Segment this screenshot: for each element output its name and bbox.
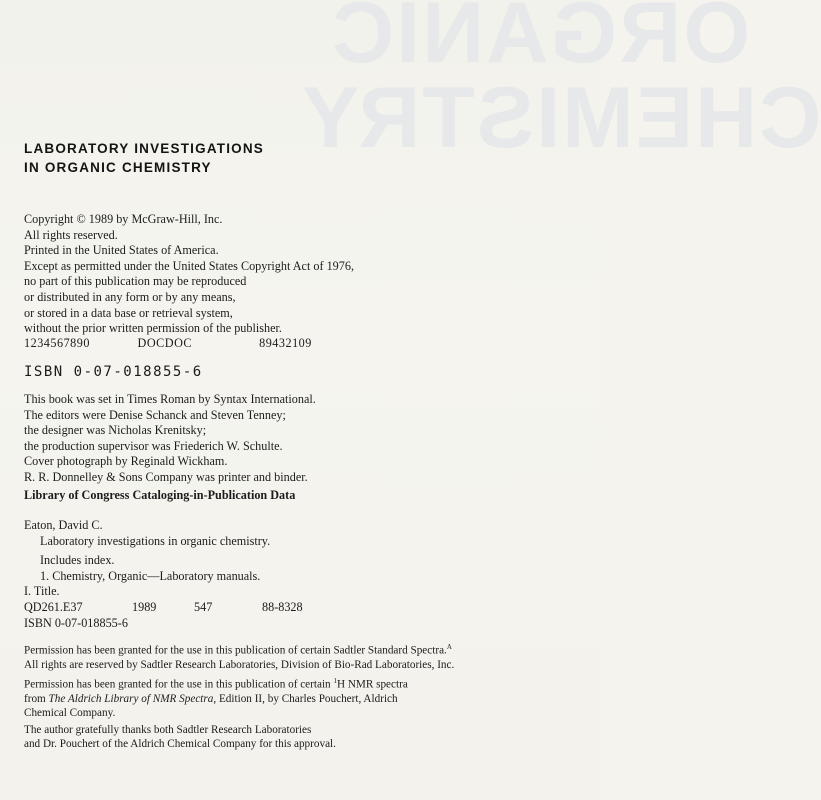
- book-title: [24, 139, 264, 177]
- permission-text: Chemical Company.: [24, 707, 116, 720]
- cip-class: 547: [194, 599, 213, 614]
- spectra-mark: A: [446, 643, 452, 651]
- copyright-line: without the prior written permission of the publisher.: [24, 321, 282, 336]
- acknowledgement: [24, 723, 336, 752]
- production-credits: [24, 392, 316, 486]
- permission-text: Permission has been granted for the use in this publication of certain: [24, 678, 334, 691]
- copyright-line: no part of this publication may be reproduced: [24, 274, 247, 289]
- cip-data: [24, 518, 303, 631]
- cip-author: Eaton, David C.: [24, 518, 103, 532]
- show-through-title-ghost-2: CHEMISTRY: [300, 70, 821, 166]
- aldrich-library-title: The Aldrich Library of NMR Spectra,: [48, 693, 217, 706]
- cip-isbn: ISBN 0-07-018855-6: [24, 615, 128, 630]
- credit-line: the designer was Nicholas Krenitsky;: [24, 423, 207, 438]
- copyright-line: Copyright © 1989 by McGraw-Hill, Inc.: [24, 212, 223, 226]
- cip-classification-row: [24, 600, 303, 616]
- acknowledgement-text: The author gratefully thanks both Sadtler Research Laboratories: [24, 724, 312, 736]
- cip-year: 1989: [132, 599, 157, 614]
- copyright-line: or distributed in any form or by any means,: [24, 289, 236, 304]
- doc-code: DOCDOC: [137, 336, 193, 350]
- show-through-title-ghost: ORGANIC: [330, 0, 751, 81]
- credit-line: Cover photograph by Reginald Wickham.: [24, 454, 228, 469]
- copyright-notice: [24, 212, 354, 337]
- credit-line: R. R. Donnelley & Sons Company was printer and binder.: [24, 469, 308, 484]
- credit-line: The editors were Denise Schanck and Steven Tenney;: [24, 407, 286, 422]
- copyright-line: or stored in a data base or retrieval system,: [24, 305, 233, 320]
- cip-includes: Includes index.: [40, 553, 115, 568]
- cip-title-entry: I. Title.: [24, 584, 60, 599]
- permission-text: Permission has been granted for the use in this publication of certain Sadtler Standard Spectra.: [24, 644, 447, 657]
- printing-line: 1234567890: [24, 336, 90, 350]
- code-number: 89432109: [259, 336, 312, 350]
- cip-lccn: 88-8328: [262, 599, 303, 614]
- book-title-line1: LABORATORY INVESTIGATIONS: [24, 141, 265, 156]
- cip-heading: Library of Congress Cataloging-in-Publication Data: [24, 488, 296, 502]
- copyright-line: All rights reserved.: [24, 227, 118, 242]
- credit-line: the production supervisor was Friederich W. Schulte.: [24, 438, 283, 453]
- printing-codes: [24, 336, 312, 351]
- acknowledgement-text: and Dr. Pouchert of the Aldrich Chemical Company for this approval.: [24, 738, 336, 751]
- copyright-line: Except as permitted under the United States Copyright Act of 1976,: [24, 258, 355, 273]
- credit-line: This book was set in Times Roman by Syntax International.: [24, 392, 316, 406]
- permission-sadtler: [24, 640, 454, 672]
- copyright-line: Printed in the United States of America.: [24, 243, 219, 258]
- book-title-line2: IN ORGANIC CHEMISTRY: [24, 160, 212, 175]
- permission-aldrich: [24, 674, 408, 721]
- permission-text: All rights are reserved by Sadtler Research Laboratories, Division of Bio-Rad Laboratories, Inc.: [24, 659, 455, 672]
- isotope-superscript: 1: [333, 677, 337, 685]
- cip-subject: 1. Chemistry, Organic—Laboratory manuals.: [40, 568, 261, 583]
- permission-text: Edition II, by Charles Pouchert, Aldrich: [216, 693, 398, 706]
- permission-text: H NMR spectra: [336, 678, 408, 691]
- permission-text: from: [24, 693, 49, 706]
- cip-call-number: QD261.E37: [24, 599, 83, 614]
- cip-book-title: Laboratory investigations in organic chemistry.: [40, 533, 271, 548]
- isbn: ISBN 0-07-018855-6: [24, 364, 203, 380]
